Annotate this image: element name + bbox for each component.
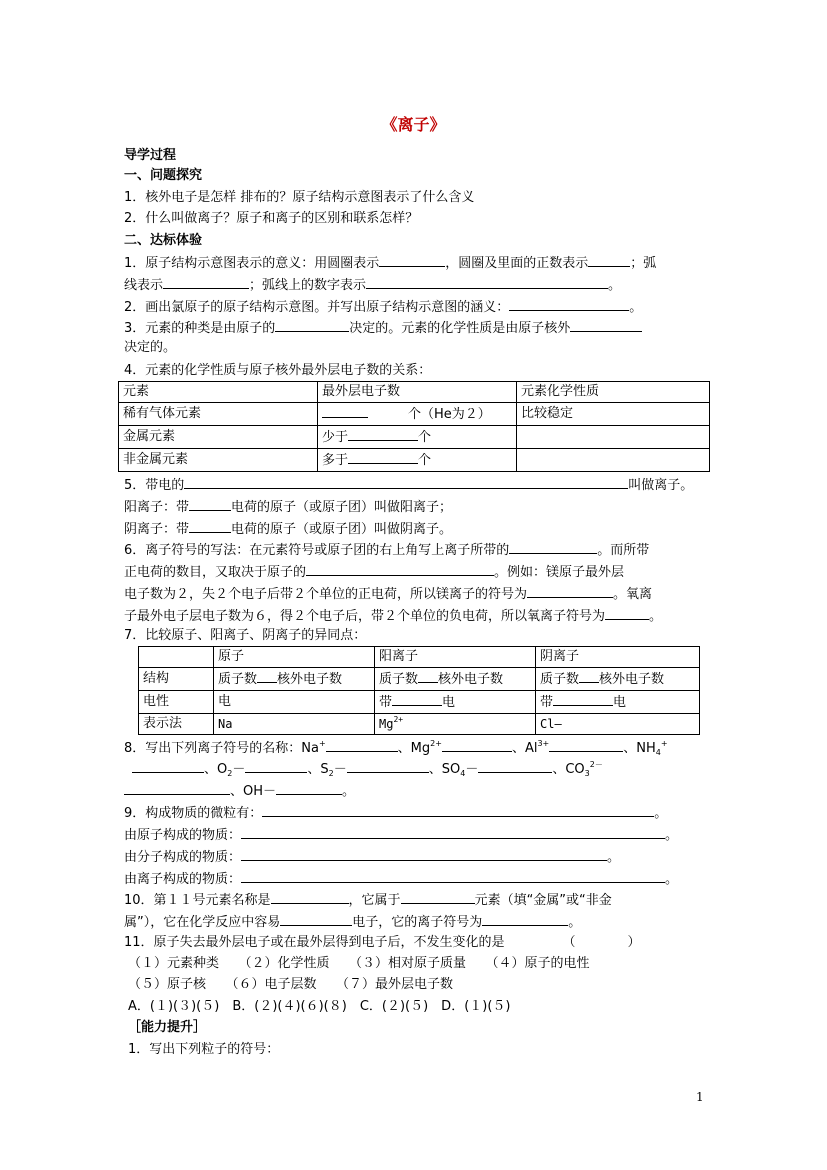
blank[interactable] — [241, 824, 665, 839]
table-row: 表示法 Na $Mg^{2+}$ Cl— — [139, 714, 700, 735]
blank[interactable] — [392, 691, 442, 706]
table-row: 原子 阳离子 阴离子 — [139, 647, 700, 668]
blank[interactable] — [163, 274, 249, 289]
blank[interactable] — [271, 889, 349, 904]
item-3-line-2: 决定的。 — [124, 340, 177, 355]
blank[interactable] — [326, 737, 398, 752]
blank[interactable] — [245, 758, 307, 773]
blank[interactable] — [189, 518, 231, 533]
table-row: 金属元素 少于 个 — [119, 426, 710, 449]
blank[interactable] — [549, 737, 623, 752]
blank[interactable] — [379, 252, 445, 267]
blank[interactable] — [241, 868, 665, 883]
item-11-options-1: （１）元素种类 （２）化学性质 （３）相对原子质量 （４）原子的电性 — [128, 956, 590, 971]
blank[interactable] — [241, 846, 607, 861]
doc-title: 《离子》 — [381, 115, 446, 134]
item-9-line-3: 由分子构成的物质： 。 — [124, 846, 620, 866]
item-5-line-1: 5．带电的 叫做离子。 — [124, 474, 693, 494]
item-2: 2．画出氯原子的原子结构示意图。并写出原子结构示意图的涵义： 。 — [124, 296, 642, 316]
blank[interactable] — [322, 403, 368, 418]
blank[interactable] — [579, 668, 599, 683]
item-8-line-2: 、$O_2-$ 、$S_2-$ 、$SO_4-$ 、$CO_3^{2-}$ — [132, 758, 603, 778]
blank[interactable] — [588, 252, 630, 267]
blank[interactable] — [347, 758, 429, 773]
blank[interactable] — [276, 780, 342, 795]
item-7: 7．比较原子、阳离子、阴离子的异同点： — [124, 628, 367, 643]
item-11-options-2: （５）原子核 （６）电子层数 （７）最外层电子数 — [128, 977, 454, 992]
blank[interactable] — [482, 911, 568, 926]
blank[interactable] — [280, 911, 352, 926]
item-11-line-1: 11．原子失去最外层电子或在最外层得到电子后，不发生变化的是 （ ） — [124, 935, 641, 950]
blank[interactable] — [348, 426, 418, 441]
item-8-line-3: 、OH－ 。 — [124, 780, 355, 800]
table-row: 元素 最外层电子数 元素化学性质 — [119, 382, 710, 403]
item-6-line-1: 6．离子符号的写法：在元素符号或原子团的右上角写上离子所带的 。而所带 — [124, 539, 649, 559]
blank[interactable] — [418, 668, 438, 683]
table-row: 电性 电 带 电 带 电 — [139, 691, 700, 714]
blank[interactable] — [605, 605, 649, 620]
blank[interactable] — [442, 737, 512, 752]
blank[interactable] — [275, 317, 349, 332]
blank[interactable] — [124, 780, 230, 795]
item-6-line-2: 正电荷的数目，又取决于原子的 。例如：镁原子最外层 — [124, 561, 624, 581]
blank[interactable] — [553, 691, 613, 706]
item-5-line-2: 阳离子：带 电荷的原子（或原子团）叫做阳离子； — [124, 496, 452, 516]
table-row: 结构 质子数 核外电子数 质子数 核外电子数 质子数 核外电子数 — [139, 668, 700, 691]
item-1-line-1: 1．原子结构示意图表示的意义：用圆圈表示 ，圆圈及里面的正数表示 ；弧 — [124, 252, 656, 272]
item-9-line-4: 由离子构成的物质： 。 — [124, 868, 678, 888]
blank[interactable] — [189, 496, 231, 511]
part-heading-2: 二、达标体验 — [124, 233, 203, 248]
item-5-line-3: 阴离子：带 电荷的原子（或原子团）叫做阴离子。 — [124, 518, 452, 538]
question-1: 1．核外电子是怎样 排布的？原子结构示意图表示了什么含义 — [124, 190, 475, 205]
item-4: 4．元素的化学性质与原子核外最外层电子数的关系： — [124, 363, 432, 378]
item-6-line-3: 电子数为２，失２个电子后带２个单位的正电荷，所以镁离子的符号为 。氧离 — [124, 583, 652, 603]
section-heading: 导学过程 — [124, 148, 177, 163]
blank[interactable] — [509, 296, 629, 311]
table-row: 稀有气体元素 个（He为２） 比较稳定 — [119, 403, 710, 426]
item-3-line-1: 3．元素的种类是由原子的 决定的。元素的化学性质是由原子核外 — [124, 317, 642, 337]
item-10-line-2: 属”），它在化学反应中容易 电子，它的离子符号为 。 — [124, 911, 581, 931]
part-heading-1: 一、问题探究 — [124, 168, 203, 183]
page-number: 1 — [696, 1090, 704, 1104]
blank[interactable] — [348, 449, 418, 464]
item-1-line-2: 线表示 ；弧线上的数字表示 。 — [124, 274, 621, 294]
item-9-line-1: 9．构成物质的微粒有： 。 — [124, 802, 667, 822]
atom-ion-comparison-table — [138, 646, 700, 735]
item-8-line-1: 8．写出下列离子符号的名称：Na+ 、$Mg^{2+}$ 、$Al^{3+}$ 、$NH_4^+$ — [124, 739, 668, 757]
blank[interactable] — [257, 668, 277, 683]
blank[interactable] — [401, 889, 475, 904]
element-properties-table — [118, 381, 710, 472]
blank[interactable] — [478, 758, 552, 773]
ability-item-1: 1．写出下列粒子的符号： — [128, 1042, 280, 1057]
blank[interactable] — [509, 539, 597, 554]
blank[interactable] — [306, 561, 494, 576]
blank[interactable] — [262, 802, 654, 817]
part-heading-3: ［能力提升］ — [128, 1020, 207, 1035]
blank[interactable] — [570, 317, 642, 332]
blank[interactable] — [366, 274, 608, 289]
item-6-line-4: 子最外电子层电子数为６，得２个电子后，带２个单位的负电荷，所以氧离子符号为 。 — [124, 605, 662, 625]
item-9-line-2: 由原子构成的物质： 。 — [124, 824, 678, 844]
item-10-line-1: 10．第１１号元素名称是 ，它属于 元素（填“金属”或“非金 — [124, 889, 612, 909]
table-row: 非金属元素 多于 个 — [119, 449, 710, 472]
blank[interactable] — [527, 583, 613, 598]
blank[interactable] — [132, 758, 204, 773]
blank[interactable] — [184, 474, 628, 489]
question-2: 2．什么叫做离子？原子和离子的区别和联系怎样？ — [124, 211, 419, 226]
item-11-answers: A．(１)(３)(５) B．(２)(４)(６)(８) C．(２)(５) D．(１)(５) — [128, 999, 511, 1014]
